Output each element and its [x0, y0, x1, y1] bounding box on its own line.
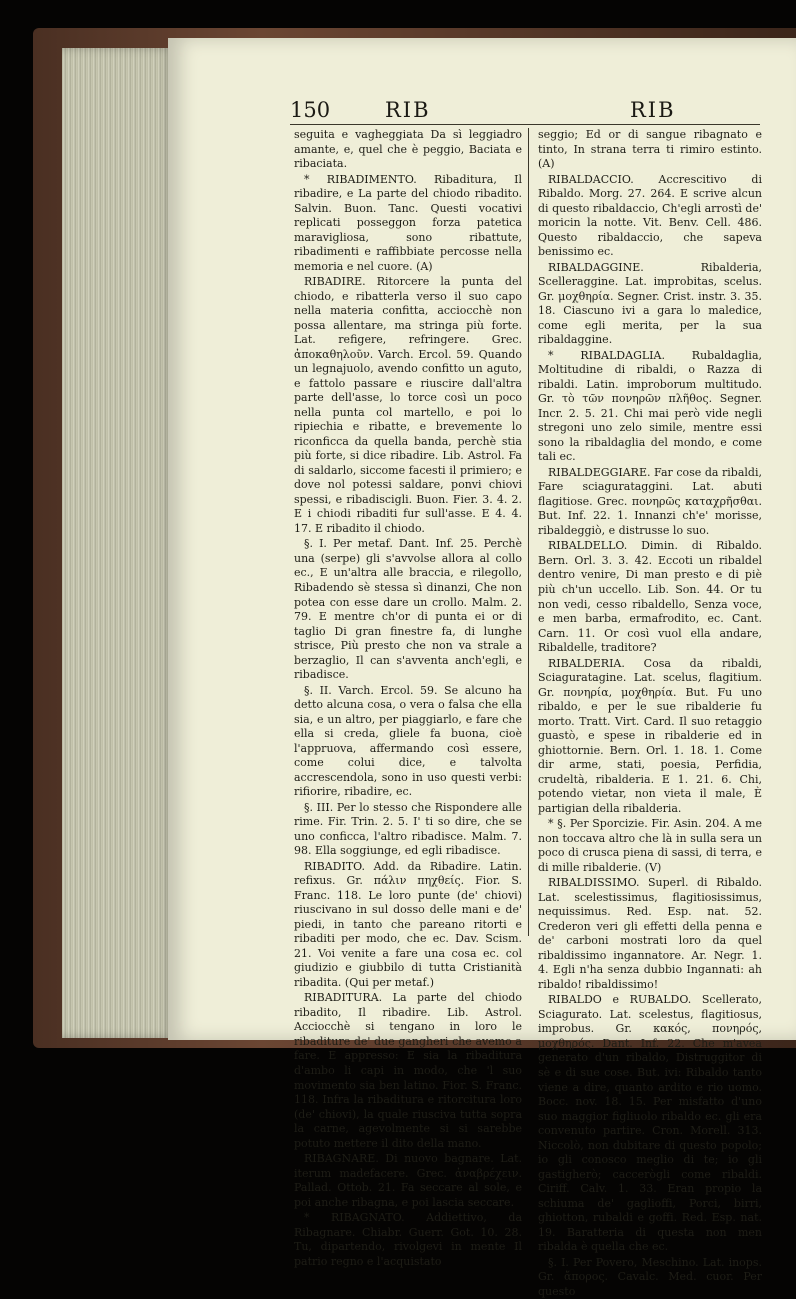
dictionary-entry: §. III. Per lo stesso che Rispondere alle rime. Fir. Trin. 2. 5. I' ti so dire, che se uno conficca, l'altro ribadisce. Malm. 7. 98. Ella soggiunge, ed egli ribadisce. [294, 800, 522, 858]
dictionary-entry: seggio; Ed or di sangue ribagnato e tinto, In strana terra ti rimiro estinto. (A) [538, 128, 762, 171]
dictionary-entry: RIBADITO. Add. da Ribadire. Latin. refixus. Gr. πάλιν πηχθείς. Fior. S. Franc. 118. Le loro punte (de' chiovi) riuscivano in sul dosso delle mani e de' piedi, in tanto che pareano ritorti e ribaditi per modo, che ec. Dav. Scism. 21. Voi venite a fare una cosa ec. col giudizio e giubbilo di tutta Cristianità ribadita. (Qui per metaf.) [294, 859, 522, 989]
right-column [538, 128, 762, 1298]
page-number: 150 [290, 98, 331, 122]
dictionary-entry: §. II. Varch. Ercol. 59. Se alcuno ha detto alcuna cosa, o vera o falsa che ella sia, e un altro, per piaggiarlo, e fare che ella si creda, gliele fa buona, cioè l'appruova, affermando così essere, come colui dice, e talvolta accrescendola, sono in uso questi verbi: rifiorire, ribadire, ec. [294, 683, 522, 799]
guide-word-left: RIB [385, 98, 431, 122]
dictionary-entry: RIBALDELLO. Dimin. di Ribaldo. Bern. Orl. 3. 3. 42. Eccoti un ribaldel dentro venire, Di man presto e di piè più ch'un uccello. Lib. Son. 44. Or tu non vedi, cesso ribaldello, Senza voce, e men barba, ermafrodito, ec. Cant. Carn. 11. Or così vuol ella andare, Ribaldelle, traditore? [538, 539, 762, 655]
running-head [290, 98, 750, 124]
dictionary-entry: RIBADIRE. Ritorcere la punta del chiodo, e ribatterla verso il suo capo nella materia confitta, acciocchè non possa allentare, ma stringa più forte. Lat. refigere, refringere. Grec. ἀποκαθηλοῦν. Varch. Ercol. 59. Quando un legnajuolo, avendo confitto un aguto, e fattolo passare e riuscire dall'altra parte dell'asse, lo torce così un poco nella punta col martello, e poi lo ripiechia e ribatte, e brevemente lo riconficca da quella banda, perchè stia più forte, si dice ribadire. Lib. Astrol. Fa di saldarlo, siccome facesti il primiero; e dove nol potessi saldare, ponvi chiovi spessi, e ribadiscigli. Buon. Fier. 3. 4. 2. E i chiodi ribaditi fur sull'asse. E 4. 4. 17. E ribadito il chiodo. [294, 275, 522, 535]
dictionary-entry: RIBAGNARE. Di nuovo bagnare. Lat. iterum madefacere. Grec. ἀναβρέχειν. Pallad. Ottob. 21. Fa seccare al sole, e poi anche ribagna, e poi lascia seccare. [294, 1152, 522, 1209]
dictionary-entry: * RIBAGNATO. Addiettivo, da Ribagnare. Chiabr. Guerr. Got. 10. 28. Tu, dipartendo, rivolgevi in mente Il patrio regno e l'acquistato [294, 1211, 522, 1268]
dictionary-entry: §. I. Per metaf. Dant. Inf. 25. Perchè una (serpe) gli s'avvolse allora al collo ec., E un'altra alle braccia, e rilegollo, Ribadendo sè stessa sì dinanzi, Che non potea con esse dare un crollo. Malm. 2. 79. E mentre ch'or di punta ei or di taglio Di gran finestre fa, di lunghe strisce, Più presto che non va strale a berzaglio, Il can s'avventa anch'egli, e ribadisce. [294, 537, 522, 682]
guide-word-right: RIB [630, 98, 676, 122]
dictionary-entry: * RIBADIMENTO. Ribaditura, Il ribadire, e La parte del chiodo ribadito. Salvin. Buon. Tanc. Questi vocativi replicati posseggon forza patetica maravigliosa, sono ribattute, ribadimenti e raffibbiate percosse nella memoria e nel cuore. (A) [294, 172, 522, 273]
dictionary-entry: * RIBALDAGLIA. Rubaldaglia, Moltitudine di ribaldi, o Razza di ribaldi. Latin. improborum multitudo. Gr. τὸ τῶν πονηρῶν πλῆθος. Segner. Incr. 2. 5. 21. Chi mai però vide negli stregoni uno zelo simile, mentre essi sono la ribaldaglia del mondo, e come tali ec. [538, 348, 762, 464]
page-edges [62, 48, 174, 1038]
dictionary-entry: RIBALDEGGIARE. Far cose da ribaldi, Fare sciagurataggini. Lat. abuti flagitiose. Grec. πονηρῶς καταχρῆσθαι. But. Inf. 22. 1. Innanzi ch'e' morisse, ribaldeggiò, e distrusse lo suo. [538, 465, 762, 537]
dictionary-entry: RIBALDO e RUBALDO. Scellerato, Sciagurato. Lat. scelestus, flagitiosus, improbus. Gr. κακός, πονηρός, μοχθηρός. Dant. Inf. 22. Che m'avea generato d'un ribaldo, Distruggitor di sè e di sue cose. But. ivi: Ribaldo tanto viene a dire, quanto ardito e rio uomo. Bocc. nov. 18. 15. Per misfatto d'uno suo maggior figliuolo ribaldo ec. gli era convenuto partire. Cron. Morell. 313. Niccolò, non dubitare di questo popolo; io gli conosco meglio di te; io gli gastigherò; caccerògli come ribaldi. Ciriff. Calv. 1. 33. Eran propio la schiuma de' gaglioffi, Porci, birri, ghiotton, rubaldi e goffi. Red. Esp. nat. 19. Baratteria di questa non men ribalda è quella che ec. [538, 993, 762, 1254]
dictionary-entry: RIBALDISSIMO. Superl. di Ribaldo. Lat. scelestissimus, flagitiosissimus, nequissimus. Red. Esp. nat. 52. Crederon veri gli effetti della penna e de' carboni mostrati loro da quel ribaldissimo ingannatore. Ar. Negr. 1. 4. Egli n'ha senza dubbio Ingannati: ah ribaldo! ribaldissimo! [538, 876, 762, 991]
left-column [294, 128, 522, 1268]
dictionary-entry: RIBALDAGGINE. Ribalderia, Scelleraggine. Lat. improbitas, scelus. Gr. μοχθηρία. Segner. Crist. instr. 3. 35. 18. Ciascuno ivi a gara lo maledice, come egli merita, per la sua ribaldaggine. [538, 260, 762, 347]
dictionary-entry: RIBALDERIA. Cosa da ribaldi, Sciaguratagine. Lat. scelus, flagitium. Gr. πονηρία, μοχθηρία. But. Fu uno ribaldo, e per le sue ribalderie fu morto. Tratt. Virt. Card. Il suo retaggio guastò, e spese in ribalderie ed in ghiottornie. Bern. Orl. 1. 18. 1. Come dir arme, stati, poesia, Perfidia, crudeltà, ribalderia. E 1. 21. 6. Chi, potendo vietar, non vieta il male, È partigian della ribalderia. [538, 656, 762, 815]
dictionary-entry: §. I. Per Povero, Meschino. Lat. inops. Gr. ἄπορος. Cavalc. Med. cuor. Per questo [538, 1255, 762, 1298]
header-rule [290, 124, 760, 125]
dictionary-entry: RIBADITURA. La parte del chiodo ribadito, Il ribadire. Lib. Astrol. Acciocchè si tengano in loro le ribaditure de' due gangheri che avemo a fare. E appresso: E sia la ribaditura d'ambo li capi in modo, che 'l suo movimento sia ben latino. Fior. S. Franc. 118. Infra la ribaditura e ritorcitura loro (de' chiovi), la quale riusciva tutta sopra la carne, agevolmente si si sarebbe potuto mettere il dito della mano. [294, 991, 522, 1150]
dictionary-entry: seguita e vagheggiata Da sì leggiadro amante, e, quel che è peggio, Baciata e ribaciata. [294, 128, 522, 171]
column-divider [528, 128, 529, 936]
dictionary-entry: RIBALDACCIO. Accrescitivo di Ribaldo. Morg. 27. 264. E scrive alcun di questo ribaldaccio, Ch'egli arrostì de' moricin la notte. Vit. Benv. Cell. 486. Questo ribaldaccio, che sapeva benissimo ec. [538, 172, 762, 259]
dictionary-entry: * §. Per Sporcizie. Fir. Asin. 204. A me non toccava altro che là in sulla sera un poco di crusca piena di sassi, di terra, e di mille ribalderie. (V) [538, 817, 762, 874]
